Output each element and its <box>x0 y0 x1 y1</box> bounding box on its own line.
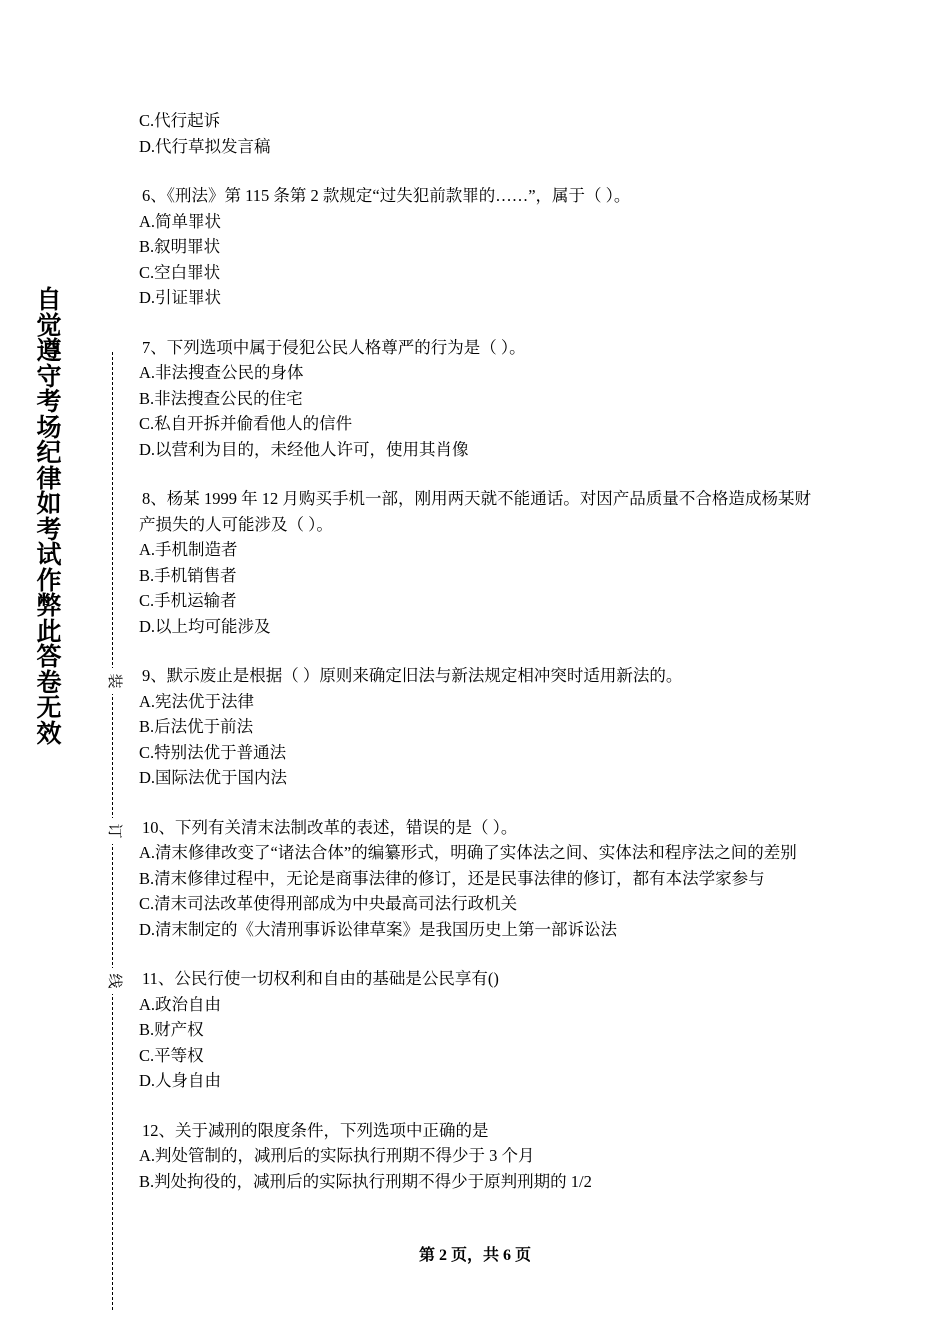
option-line: B.手机销售者 <box>139 565 237 585</box>
question-stem: 10、下列有关清末法制改革的表述，错误的是（ ）。 <box>142 817 518 837</box>
option-line: B.清末修律过程中，无论是商事法律的修订，还是民事法律的修订，都有本法学家参与 <box>139 868 765 888</box>
question-stem: 11、公民行使一切权利和自由的基础是公民享有() <box>142 969 499 988</box>
option-line: B.财产权 <box>139 1020 204 1039</box>
question-block-10 <box>139 815 811 943</box>
question-content-column <box>139 108 811 1194</box>
binding-mark-zhuang: 装 <box>101 668 127 694</box>
option-line: A.非法搜查公民的身体 <box>139 363 304 382</box>
question-stem: 6、《刑法》第 115 条第 2 款规定“过失犯前款罪的……”，属于（ ）。 <box>142 186 631 205</box>
question-block-12 <box>139 1118 811 1195</box>
question-stem: 12、关于减刑的限度条件，下列选项中正确的是 <box>142 1120 489 1140</box>
question-block-9 <box>139 663 811 791</box>
orphan-options-block <box>139 108 811 159</box>
option-line: D.以上均可能涉及 <box>139 616 271 636</box>
question-stem: 9、默示废止是根据（ ）原则来确定旧法与新法规定相冲突时适用新法的。 <box>142 666 683 685</box>
question-stem: 8、杨某 1999 年 12 月购买手机一部，刚用两天就不能通话。对因产品质量不合格造成杨某财产损失的人可能涉及（ ）。 <box>139 489 811 534</box>
option-line: C.手机运输者 <box>139 591 237 610</box>
option-line: C.清末司法改革使得刑部成为中央最高司法行政机关 <box>139 894 518 913</box>
question-block-8 <box>139 486 811 639</box>
option-line: B.叙明罪状 <box>139 237 221 256</box>
option-line: B.后法优于前法 <box>139 717 254 736</box>
option-line: A.宪法优于法律 <box>139 691 255 711</box>
option-line: C.空白罪状 <box>139 262 221 282</box>
question-block-11 <box>139 966 811 1094</box>
option-line: D.代行草拟发言稿 <box>139 136 271 156</box>
option-line: D.引证罪状 <box>139 288 222 307</box>
option-line: A.政治自由 <box>139 994 222 1014</box>
option-line: A.简单罪状 <box>139 211 222 231</box>
option-line: A.清末修律改变了“诸法合体”的编纂形式，明确了实体法之间、实体法和程序法之间的差别 <box>139 843 797 862</box>
option-line: C.私自开拆并偷看他人的信件 <box>139 414 353 433</box>
exam-discipline-slogan: 自觉遵守考场纪律如考试作弊此答卷无效 <box>36 286 62 748</box>
option-line: B.非法搜查公民的住宅 <box>139 388 303 408</box>
option-line: C.平等权 <box>139 1045 204 1065</box>
binding-mark-ding: 订 <box>101 818 127 844</box>
option-line: A.手机制造者 <box>139 540 238 559</box>
option-line: D.国际法优于国内法 <box>139 768 288 787</box>
binding-mark-xian: 线 <box>101 968 127 994</box>
option-line: A.判处管制的，减刑后的实际执行刑期不得少于 3 个月 <box>139 1146 535 1165</box>
question-block-7 <box>139 335 811 463</box>
option-line: B.判处拘役的，减刑后的实际执行刑期不得少于原判刑期的 1/2 <box>139 1171 592 1191</box>
option-line: D.清末制定的《大清刑事诉讼律草案》是我国历史上第一部诉讼法 <box>139 919 618 939</box>
option-line: D.人身自由 <box>139 1071 222 1090</box>
question-block-6 <box>139 183 811 311</box>
option-line: C.特别法优于普通法 <box>139 742 287 762</box>
option-line: D.以营利为目的，未经他人许可，使用其肖像 <box>139 439 469 459</box>
page-footer: 第 2 页，共 6 页 <box>418 1247 531 1264</box>
question-stem: 7、下列选项中属于侵犯公民人格尊严的行为是（ ）。 <box>142 337 526 357</box>
option-line: C.代行起诉 <box>139 111 221 130</box>
